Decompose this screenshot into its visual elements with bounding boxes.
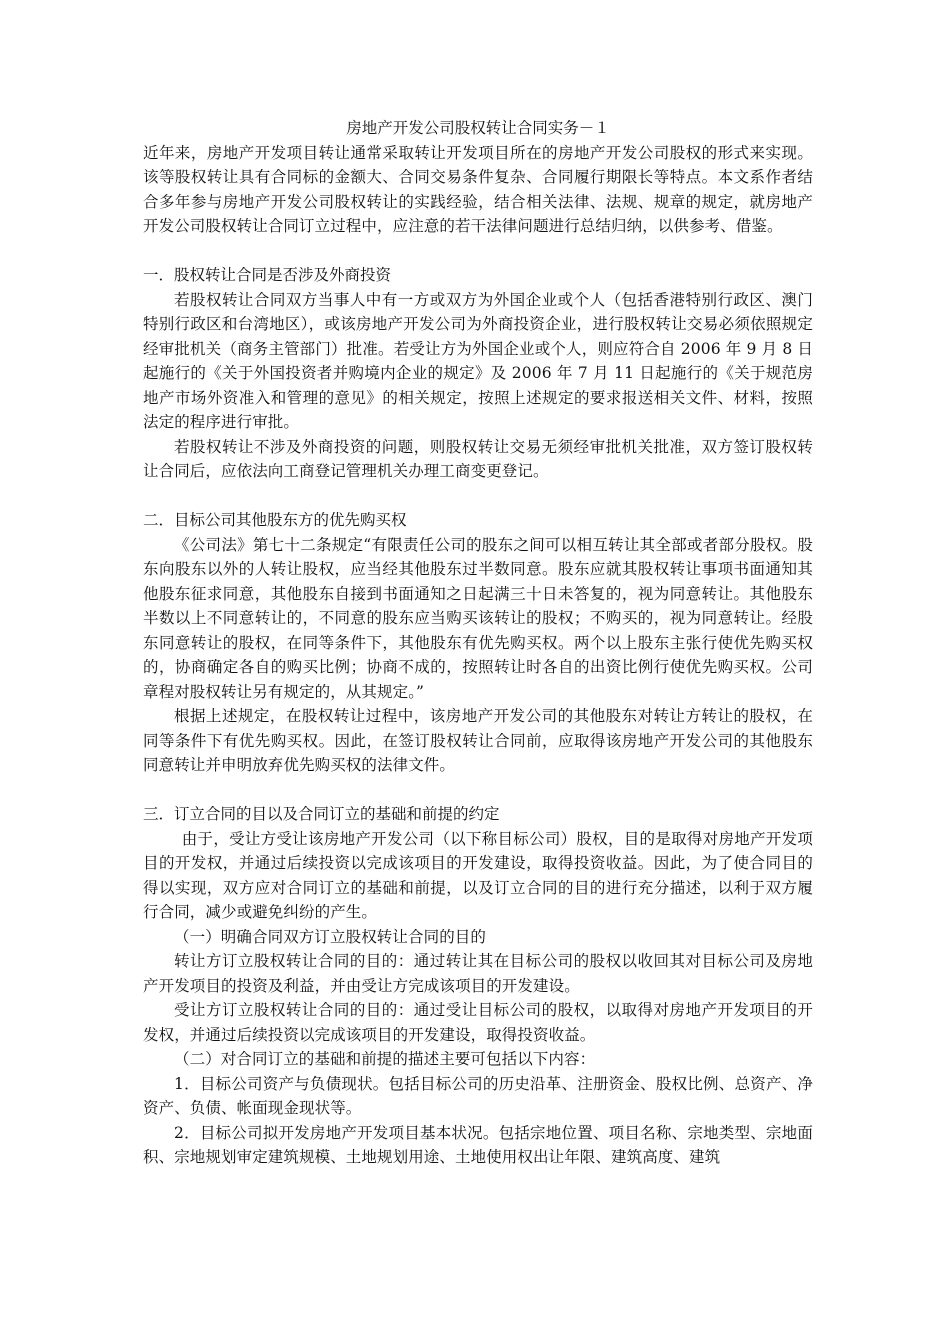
section-3-subheading-2: （二）对合同订立的基础和前提的描述主要可包括以下内容： [174, 1050, 596, 1068]
intro-paragraph: 近年来，房地产开发项目转让通常采取转让开发项目所在的房地产开发公司股权的形式来实现。该等股权转让具有合同标的金额大、合同交易条件复杂、合同履行期限长等特点。本文系作者结合多年参与房地产开发公司股权转让的实践经验，结合相关法律、法规、规章的规定，就房地产开发公司股权转让合同订立过程中，应注意的若干法律问题进行总结归纳，以供参考、借鉴。 [143, 143, 813, 235]
section-3-paragraph-1: 由于，受让方受让该房地产开发公司（以下称目标公司）股权，目的是取得对房地产开发项目的开发权，并通过后续投资以完成该项目的开发建设，取得投资收益。因此，为了使合同目的得以实现，双方应对合同订立的基础和前提，以及订立合同的目的进行充分描述，以利于双方履行合同，减少或避免纠纷的产生。 [143, 829, 813, 921]
document-title: 房地产开发公司股权转让合同实务－１ [346, 119, 610, 137]
section-2-paragraph-1: 《公司法》第七十二条规定“有限责任公司的股东之间可以相互转让其全部或者部分股权。股东向股东以外的人转让股权，应当经其他股东过半数同意。股东应就其股权转让事项书面通知其他股东征求同意，其他股东自接到书面通知之日起满三十日未答复的，视为同意转让。其他股东半数以上不同意转让的，不同意的股东应当购买该转让的股权；不购买的，视为同意转让。经股东同意转让的股权，在同等条件下，其他股东有优先购买权。两个以上股东主张行使优先购买权的，协商确定各自的购买比例；协商不成的，按照转让时各自的出资比例行使优先购买权。公司章程对股权转让另有规定的，从其规定。” [143, 535, 813, 701]
section-3-subheading-1: （一）明确合同双方订立股权转让合同的目的 [174, 927, 487, 946]
section-3-item-1: 1．目标公司资产与负债现状。包括目标公司的历史沿革、注册资金、股权比例、总资产、净资产、负债、帐面现金现状等。 [143, 1074, 813, 1117]
section-1-paragraph-1: 若股权转让合同双方当事人中有一方或双方为外国企业或个人（包括香港特别行政区、澳门特别行政区和台湾地区），或该房地产开发公司为外商投资企业，进行股权转让交易必须依照规定经审批机关（商务主管部门）批准。若受让方为外国企业或个人，则应符合自 2006 年 9 月 8 日起施行的《关于外国投资者并购境内企业的规定》及 2006 年 7 月 11 日起施行的《关于规范房地产市场外资准入和管理的意见》的相关规定，按照上述规定的要求报送相关文件、材料，按照法定的程序进行审批。 [143, 290, 813, 431]
section-1-paragraph-2: 若股权转让不涉及外商投资的问题，则股权转让交易无须经审批机关批准，双方签订股权转让合同后，应依法向工商登记管理机关办理工商变更登记。 [143, 437, 813, 480]
section-2-heading: 二．目标公司其他股东方的优先购买权 [143, 511, 407, 529]
section-3-heading: 三．订立合同的目以及合同订立的基础和前提的约定 [143, 805, 500, 823]
document-page [143, 116, 813, 1170]
spacer [143, 239, 813, 264]
spacer [143, 778, 813, 803]
section-3-sub1-paragraph-1: 转让方订立股权转让合同的目的：通过转让其在目标公司的股权以收回其对目标公司及房地产开发项目的投资及利益，并由受让方完成该项目的开发建设。 [143, 952, 813, 995]
spacer [143, 484, 813, 509]
section-3-item-2: 2．目标公司拟开发房地产开发项目基本状况。包括宗地位置、项目名称、宗地类型、宗地面积、宗地规划审定建筑规模、土地规划用途、土地使用权出让年限、建筑高度、建筑 [143, 1123, 813, 1166]
section-2-paragraph-2: 根据上述规定，在股权转让过程中，该房地产开发公司的其他股东对转让方转让的股权，在同等条件下有优先购买权。因此，在签订股权转让合同前，应取得该房地产开发公司的其他股东同意转让并申明放弃优先购买权的法律文件。 [143, 707, 813, 774]
section-3-sub1-paragraph-2: 受让方订立股权转让合同的目的：通过受让目标公司的股权，以取得对房地产开发项目的开发权，并通过后续投资以完成该项目的开发建设，取得投资收益。 [143, 1001, 813, 1044]
section-1-heading: 一．股权转让合同是否涉及外商投资 [143, 266, 392, 284]
